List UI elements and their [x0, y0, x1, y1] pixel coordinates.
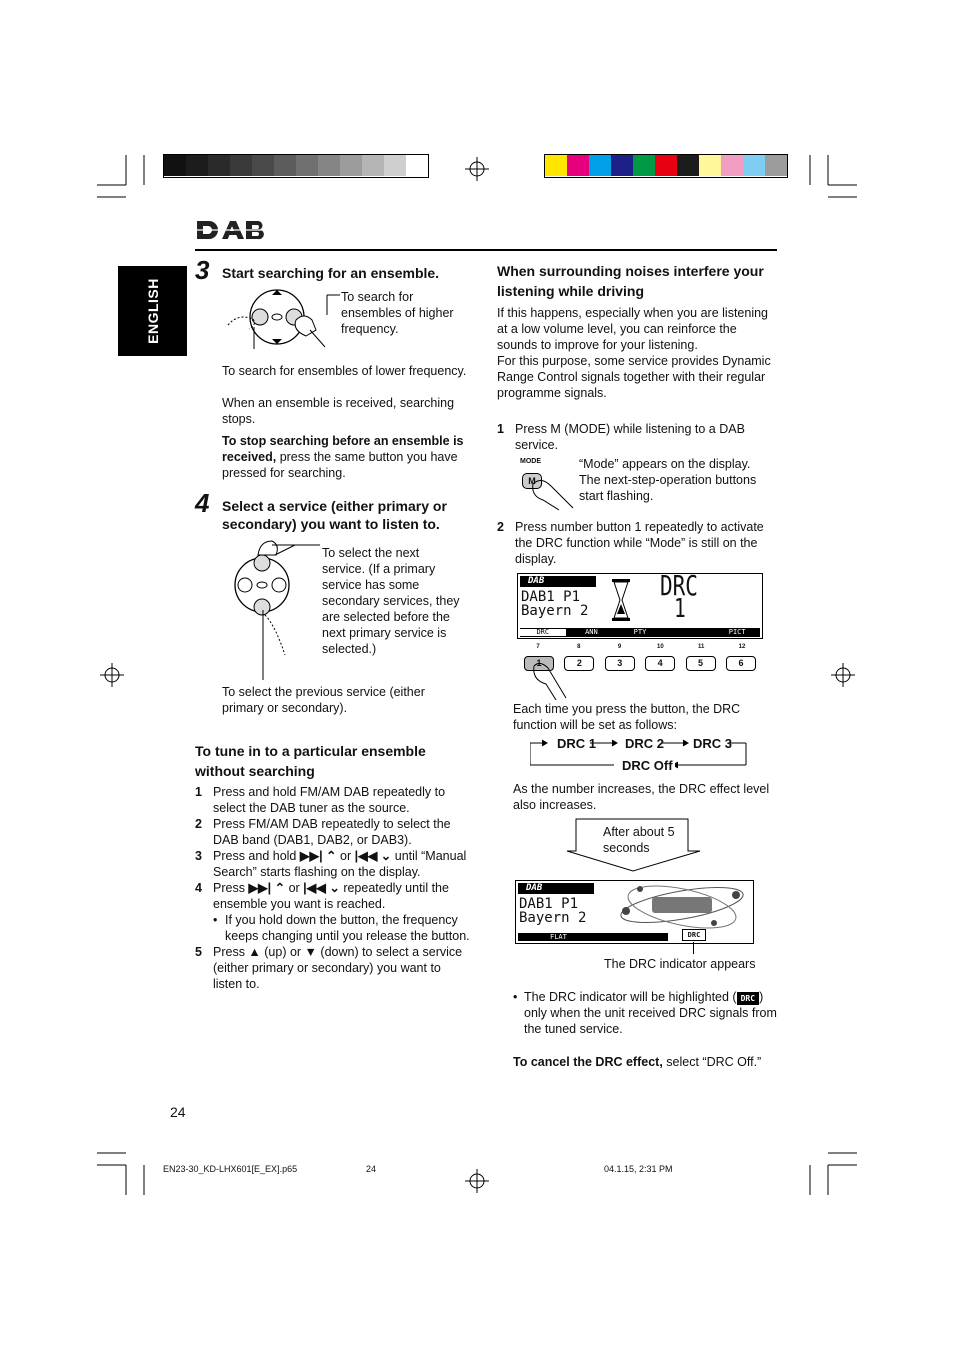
- grayscale-swatch: [318, 155, 340, 176]
- mode-button-key[interactable]: M: [522, 473, 542, 489]
- tune-bullet-text: If you hold down the button, the frequency keeps changing until you release the button.: [225, 913, 470, 943]
- tune-step-3-text-b: or: [336, 849, 355, 863]
- tune-step-2: [195, 816, 470, 848]
- cancel-bold: To cancel the DRC effect,: [513, 1055, 663, 1069]
- color-swatch: [611, 155, 633, 176]
- step4-callout-next: To select the next service. (If a primary service has some secondary services, they are selected before the next primary service is selected.): [322, 546, 460, 656]
- lcd2-soft-flat: FLAT: [550, 933, 567, 941]
- preset-alt-number: 7: [536, 644, 540, 650]
- tune-step-5: [195, 944, 470, 992]
- preset-button-4[interactable]: 4: [645, 656, 675, 671]
- cancel-rest: select “DRC Off.”: [662, 1055, 762, 1069]
- preset-top-labels: [524, 644, 756, 650]
- color-bar: [544, 154, 788, 178]
- drc-cycle-2: DRC 2: [625, 736, 665, 751]
- color-swatch: [677, 155, 699, 176]
- indicator-leader-line: [693, 942, 694, 954]
- drc-step-1-item: [497, 421, 767, 453]
- tune-step-3-number: 3: [195, 849, 202, 863]
- color-swatch: [655, 155, 677, 176]
- grayscale-bar: [163, 154, 429, 178]
- lcd1-big-drc: DRC: [660, 569, 698, 602]
- step3-callout-lower: To search for ensembles of lower frequency.: [222, 364, 467, 378]
- lcd1-big-level: 1: [674, 594, 686, 624]
- step3-number: 3: [195, 255, 210, 285]
- drc-indicator: DRC: [682, 929, 706, 941]
- lcd1-line2: Bayern 2: [521, 603, 589, 619]
- color-swatch: [589, 155, 611, 176]
- mode-button-illustration: [515, 456, 575, 512]
- preset-alt-number: 9: [617, 644, 622, 650]
- language-tab-label: ENGLISH: [145, 278, 161, 344]
- preset-button-2[interactable]: 2: [564, 656, 594, 671]
- drc-highlight-note-b: ) only when the unit received DRC signals from the tuned service.: [524, 990, 777, 1036]
- tune-step-4-number: 4: [195, 881, 202, 895]
- drc-step-2-number: 2: [497, 520, 504, 534]
- lcd1-soft-blank: [666, 628, 712, 637]
- drc-step-2-text: Press number button 1 repeatedly to activate the DRC function while “Mode” is still on the display.: [515, 520, 764, 566]
- grayscale-swatch: [164, 155, 186, 176]
- drc-cycle-off: DRC Off: [622, 758, 673, 773]
- tune-steps: [195, 784, 470, 992]
- drc-cycle-3: DRC 3: [693, 736, 733, 751]
- back-down-icon: |◀◀ ⌄: [354, 849, 392, 863]
- step3-received-note: When an ensemble is received, searching stops.: [222, 396, 455, 426]
- lcd-display-drc: [517, 569, 763, 639]
- color-swatch: [721, 155, 743, 176]
- drc-step-2: [497, 519, 772, 567]
- cycle-intro: Each time you press the button, the DRC function will be set as follows:: [513, 702, 741, 732]
- tune-heading: To tune in to a particular ensemble without searching: [195, 743, 426, 779]
- noise-heading: When surrounding noises interfere your listening while driving: [497, 263, 764, 299]
- lcd2-line1: DAB1 P1: [519, 896, 579, 912]
- effect-note: As the number increases, the DRC effect level also increases.: [513, 782, 770, 812]
- header-rule: [195, 249, 777, 251]
- indicator-caption: The DRC indicator appears: [604, 957, 756, 971]
- color-swatch: [743, 155, 765, 176]
- lcd2-soft-bar: [518, 933, 668, 941]
- language-tab: [118, 266, 187, 356]
- noise-intro-2: For this purpose, some service provides Dynamic Range Control signals together with their regular programme signals.: [497, 354, 771, 400]
- lcd1-soft-pict: PICT: [728, 628, 746, 636]
- tune-step-3-text-c: until “Manual Search” starts flashing on the display.: [213, 849, 467, 879]
- drc-cycle-diagram: [530, 733, 750, 773]
- dab-orbit-animation: [616, 883, 751, 931]
- tune-step-4-text-a: Press: [213, 881, 249, 895]
- mode-button-label: MODE: [520, 458, 541, 465]
- tune-step-2-text: Press FM/AM DAB repeatedly to select the DAB band (DAB1, DAB2, or DAB3).: [213, 817, 451, 847]
- drc-cycle-1: DRC 1: [557, 736, 597, 751]
- tune-step-4-text-b: or: [285, 881, 304, 895]
- tune-step-3: [195, 848, 470, 880]
- grayscale-swatch: [384, 155, 406, 176]
- step4-dpad-illustration: [225, 535, 325, 685]
- grayscale-swatch: [230, 155, 252, 176]
- footer-date: 04.1.15, 2:31 PM: [604, 1164, 673, 1174]
- drc-step-1-number: 1: [497, 422, 504, 436]
- preset-button-3[interactable]: 3: [605, 656, 635, 671]
- lcd2-band-label: DAB: [518, 883, 594, 894]
- preset-alt-number: 10: [657, 644, 664, 650]
- drc-step-1-text: Press M (MODE) while listening to a DAB service.: [515, 422, 745, 452]
- tune-step-1-text: Press and hold FM/AM DAB repeatedly to select the DAB tuner as the source.: [213, 785, 446, 815]
- step3-title: Start searching for an ensemble.: [222, 265, 440, 281]
- preset-alt-number: 8: [577, 644, 581, 650]
- tune-step-5-number: 5: [195, 945, 202, 959]
- step3-stop-rest: press the same button you have pressed for searching.: [222, 450, 458, 480]
- lcd1-soft-keys: [520, 628, 760, 637]
- step3-stop-bold: To stop searching before an ensemble is received,: [222, 434, 464, 464]
- tune-step-1-number: 1: [195, 785, 202, 799]
- color-swatch: [545, 155, 567, 176]
- lcd1-soft-ann: ANN: [585, 628, 598, 636]
- color-swatch: [633, 155, 655, 176]
- grayscale-swatch: [340, 155, 362, 176]
- lcd1-line1: DAB1 P1: [521, 589, 581, 605]
- bullet-icon: •: [513, 990, 518, 1004]
- lcd1-soft-drc: DRC: [520, 629, 566, 636]
- drc-highlight-note: [513, 989, 779, 1037]
- step3-dpad-illustration: [220, 285, 350, 350]
- lcd1-soft-pty: PTY: [633, 628, 647, 636]
- hourglass-icon: [611, 578, 631, 622]
- page-number: 24: [170, 1104, 186, 1120]
- tune-step-4-text-c: repeatedly until the ensemble you want is reached.: [213, 881, 449, 911]
- finger-press-icon: [530, 660, 570, 700]
- mode-note: “Mode” appears on the display. The next-step-operation buttons start flashing.: [579, 457, 757, 503]
- lcd2-line2: Bayern 2: [519, 910, 587, 926]
- color-swatch: [765, 155, 787, 176]
- step3-callout-higher: To search for ensembles of higher frequency.: [341, 290, 454, 336]
- bullet-icon: •: [213, 913, 218, 927]
- preset-alt-number: 11: [698, 644, 705, 650]
- preset-button-5[interactable]: 5: [686, 656, 716, 671]
- grayscale-swatch: [252, 155, 274, 176]
- grayscale-swatch: [362, 155, 384, 176]
- color-swatch: [699, 155, 721, 176]
- tune-step-1: [195, 784, 470, 816]
- preset-button-6[interactable]: 6: [726, 656, 756, 671]
- tune-step-3-text-a: Press and hold: [213, 849, 300, 863]
- dab-logo: [195, 218, 265, 247]
- grayscale-swatch: [274, 155, 296, 176]
- preset-alt-number: 12: [738, 644, 746, 650]
- cancel-note: [513, 1054, 778, 1070]
- step4-number: 4: [195, 488, 210, 518]
- step4-callout-prev: To select the previous service (either primary or secondary).: [222, 685, 425, 715]
- drc-highlight-note-a: The DRC indicator will be highlighted (: [524, 990, 737, 1004]
- tune-step-5-text: Press ▲ (up) or ▼ (down) to select a service (either primary or secondary) you want to listen to.: [213, 945, 463, 991]
- drc-step-2-item: [497, 519, 772, 567]
- lcd1-band-label: DAB: [520, 576, 596, 587]
- footer-page: 24: [366, 1164, 377, 1174]
- fwd-up-icon: ▶▶| ⌃: [248, 881, 286, 895]
- footer-file: EN23-30_KD-LHX601[E_EX].p65: [163, 1164, 298, 1174]
- drc-highlight-icon: DRC: [737, 992, 759, 1005]
- tune-step-4: [195, 880, 470, 944]
- noise-intro: If this happens, especially when you are listening at a low volume level, you can reinforce the sounds to improve for your listening.: [497, 306, 768, 352]
- step3-stop-note: [222, 433, 472, 481]
- tune-bullet: [213, 912, 470, 944]
- grayscale-swatch: [296, 155, 318, 176]
- lcd-display-drc-indicator: [515, 880, 754, 944]
- step4-title: Select a service (either primary or secondary) you want to listen to.: [222, 498, 447, 532]
- fwd-up-icon: ▶▶| ⌃: [299, 849, 337, 863]
- after-5-seconds: After about 5 seconds: [603, 825, 675, 855]
- grayscale-swatch: [186, 155, 208, 176]
- grayscale-swatch: [406, 155, 428, 176]
- color-swatch: [567, 155, 589, 176]
- drc-step-1: [497, 421, 767, 453]
- tune-step-2-number: 2: [195, 817, 202, 831]
- grayscale-swatch: [208, 155, 230, 176]
- back-down-icon: |◀◀ ⌄: [303, 881, 340, 895]
- preset-button-1[interactable]: 1: [524, 656, 554, 671]
